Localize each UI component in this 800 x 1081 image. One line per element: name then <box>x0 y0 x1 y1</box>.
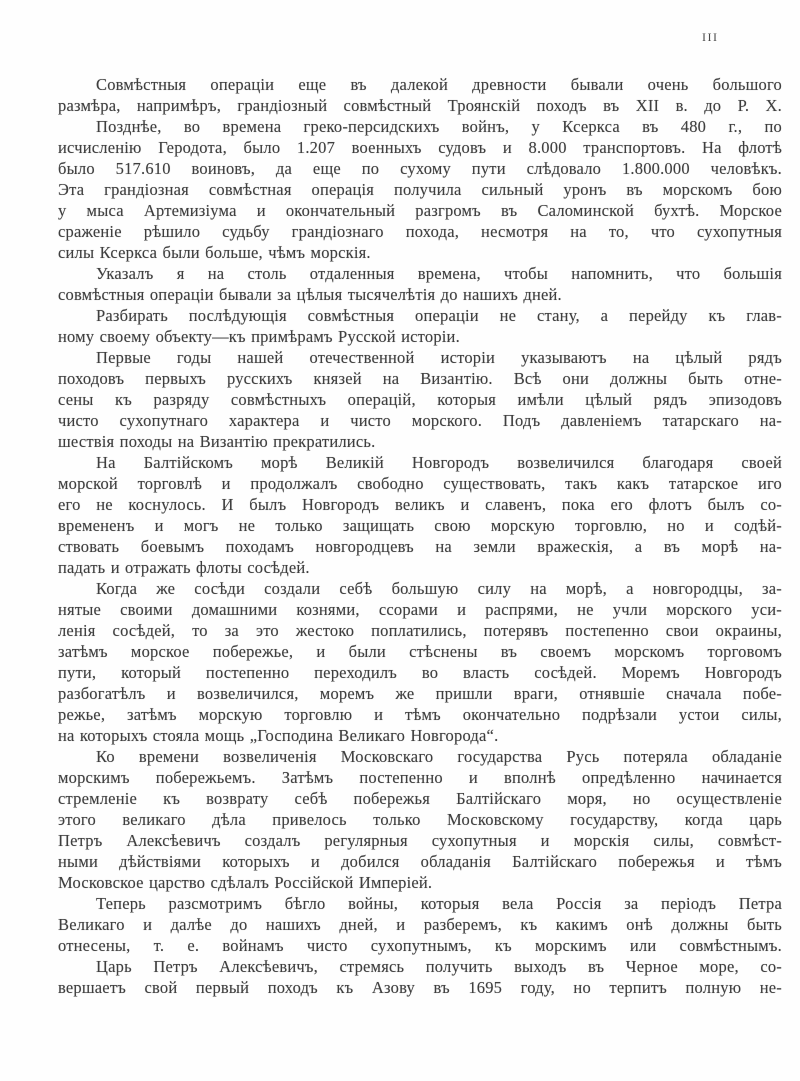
text-line: ными дѣйствіями которыхъ и добился обладанія Балтійскаго побережья и тѣмъ <box>58 852 782 871</box>
text-line: на которыхъ стояла мощь „Господина Великаго Новгорода“. <box>58 726 499 745</box>
text-line: Когда же сосѣди создали себѣ большую силу на морѣ, а новгородцы, за- <box>96 579 782 598</box>
paragraph <box>58 116 782 263</box>
text-line: Позднѣе, во времена греко-персидскихъ войнъ, у Ксеркса въ 480 г., по <box>96 117 782 136</box>
text-line: сраженіе рѣшило судьбу грандіознаго похода, несмотря на то, что сухопутныя <box>58 222 782 241</box>
text-line: шествія походы на Византію прекратились. <box>58 432 376 451</box>
text-line: Петръ Алексѣевичъ создалъ регулярныя сухопутныя и морскія силы, совмѣст- <box>58 831 782 850</box>
paragraph <box>58 893 782 956</box>
text-line: Московское царство сдѣлалъ Россійской Имперіей. <box>58 873 433 892</box>
text-line: его не коснулось. И былъ Новгородъ великъ и славенъ, пока его флотъ былъ со- <box>58 495 782 514</box>
text-line: Великаго и далѣе до нашихъ дней, и разберемъ, къ какимъ онѣ должны быть <box>58 915 782 934</box>
paragraph <box>58 956 782 998</box>
text-line: силы Ксеркса были больше, чѣмъ морскія. <box>58 243 371 262</box>
text-line: Первые годы нашей отечественной исторіи указываютъ на цѣлый рядъ <box>96 348 782 367</box>
text-line: падать и отражать флоты сосѣдей. <box>58 558 310 577</box>
text-line: Царь Петръ Алексѣевичъ, стремясь получить выходъ въ Черное море, со- <box>96 957 782 976</box>
text-line: Теперь разсмотримъ бѣгло войны, которыя вела Россія за періодъ Петра <box>96 894 782 913</box>
text-line: ствовать боевымъ походамъ новгородцевъ на земли вражескія, а въ морѣ на- <box>58 537 782 556</box>
text-block <box>58 74 782 998</box>
paragraph <box>58 347 782 452</box>
text-line: совмѣстныя операціи бывали за цѣлыя тысячелѣтія до нашихъ дней. <box>58 285 562 304</box>
text-line: у мыса Артемизіума и окончательный разгромъ въ Саломинской бухтѣ. Морское <box>58 201 782 220</box>
text-line: чисто сухопутнаго характера и чисто морского. Подъ давленіемъ татарскаго на- <box>58 411 782 430</box>
text-line: отнесены, т. е. войнамъ чисто сухопутнымъ, къ морскимъ или совмѣстнымъ. <box>58 936 782 955</box>
text-line: пути, который постепенно переходилъ во власть сосѣдей. Моремъ Новгородъ <box>58 663 782 682</box>
text-line: морской торговлѣ и продолжалъ свободно существовать, такъ какъ татарское иго <box>58 474 782 493</box>
text-line: вершаетъ свой первый походъ къ Азову въ 1695 году, но терпитъ полную не- <box>58 978 782 997</box>
text-line: сены къ разряду совмѣстныхъ операцій, которыя имѣли цѣлый рядъ эпизодовъ <box>58 390 782 409</box>
text-line: Совмѣстныя операціи еще въ далекой древности бывали очень большого <box>96 75 782 94</box>
text-line: было 517.610 воиновъ, да еще по сухому пути слѣдовало 1.800.000 человѣкъ. <box>58 159 782 178</box>
text-line: ному своему объекту—къ примѣрамъ Русской исторіи. <box>58 327 460 346</box>
text-line: режье, затѣмъ морскую торговлю и тѣмъ окончательно подрѣзали устои силы, <box>58 705 782 724</box>
text-line: На Балтійскомъ морѣ Великій Новгородъ возвеличился благодаря своей <box>96 453 782 472</box>
paragraph <box>58 746 782 893</box>
paragraph <box>58 74 782 116</box>
paragraph <box>58 578 782 746</box>
text-line: этого великаго дѣла привелось только Московскому государству, когда царь <box>58 810 782 829</box>
text-line: походовъ первыхъ русскихъ князей на Византію. Всѣ они должны быть отне- <box>58 369 782 388</box>
text-line: исчисленію Геродота, было 1.207 военныхъ судовъ и 8.000 транспортовъ. На флотѣ <box>58 138 782 157</box>
text-line: стремленіе къ возврату себѣ побережья Балтійскаго моря, но осуществленіе <box>58 789 782 808</box>
text-line: морскимъ побережьемъ. Затѣмъ постепенно и вполнѣ опредѣленно начинается <box>58 768 782 787</box>
text-line: времененъ и могъ не только защищать свою морскую торговлю, но и содѣй- <box>58 516 782 535</box>
text-line: затѣмъ морское побережье, и были стѣснены въ своемъ морскомъ торговомъ <box>58 642 782 661</box>
text-line: ленія сосѣдей, то за это жестоко поплатились, потерявъ постепенно свои окраины, <box>58 621 782 640</box>
page-number: III <box>702 30 719 44</box>
text-line: Указалъ я на столь отдаленныя времена, чтобы напомнить, что большія <box>96 264 782 283</box>
text-line: Ко времени возвеличенія Московскаго государства Русь потеряла обладаніе <box>96 747 782 766</box>
text-line: размѣра, напримѣръ, грандіозный совмѣстный Троянскій походъ въ XII в. до Р. Х. <box>58 96 782 115</box>
paragraph <box>58 263 782 305</box>
text-line: нятые своими домашними кознями, ссорами и распрями, не учли морского уси- <box>58 600 782 619</box>
text-line: разбогатѣлъ и возвеличился, моремъ же пришли враги, отнявшіе сначала побе- <box>58 684 782 703</box>
paragraph <box>58 452 782 578</box>
text-line: Разбирать послѣдующія совмѣстныя операціи не стану, а перейду къ глав- <box>96 306 782 325</box>
paragraph <box>58 305 782 347</box>
text-line: Эта грандіозная совмѣстная операція получила сильный уронъ въ морскомъ бою <box>58 180 782 199</box>
